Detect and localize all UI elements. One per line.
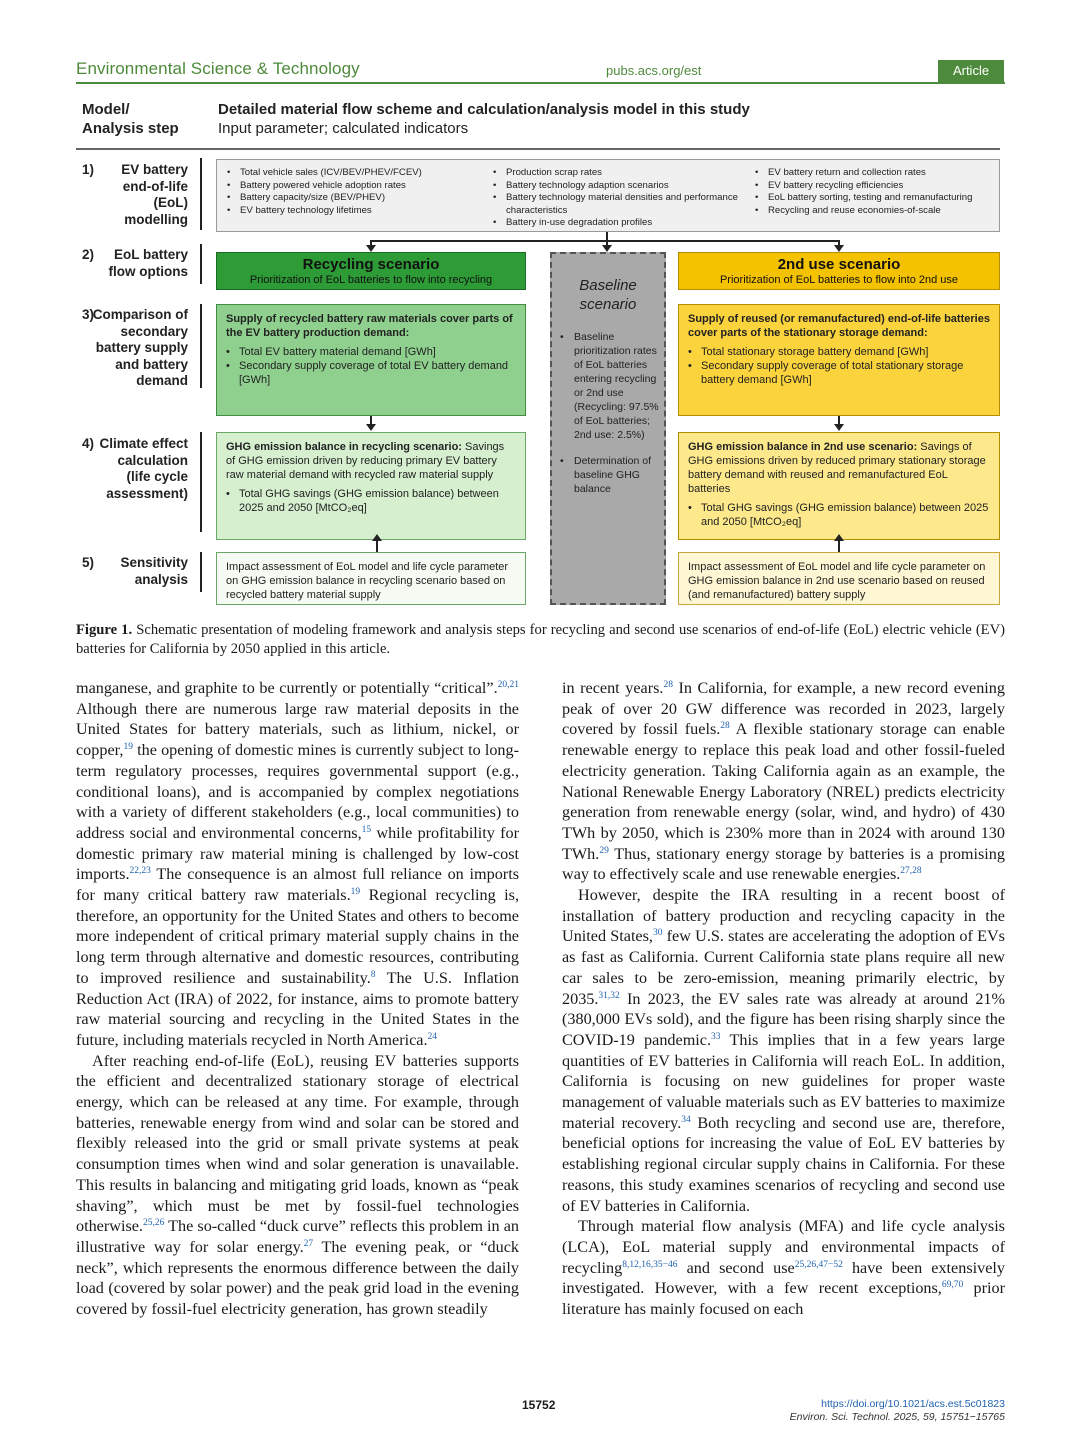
second-use-title: 2nd use scenario <box>777 256 901 273</box>
input-list-2 <box>493 167 738 230</box>
body-column-right <box>562 678 1005 1320</box>
connector-hline <box>370 240 840 242</box>
caption-label: Figure 1. <box>76 622 133 638</box>
reference-citation[interactable]: 69,70 <box>941 1280 964 1291</box>
step-3-label: Comparison of secondary battery supply and battery demand <box>92 307 188 388</box>
reference-citation[interactable]: 30 <box>652 928 663 939</box>
col-left-title-2: Analysis step <box>82 120 179 137</box>
recycling-ghg-head: GHG emission balance in recycling scenario: <box>226 441 462 453</box>
step-2-bracket <box>200 244 202 284</box>
step-2-label: EoL battery flow options <box>108 247 188 279</box>
recycling-supply-box <box>216 304 526 416</box>
journal-citation: Environ. Sci. Technol. 2025, 59, 15751−15765 <box>789 1411 1005 1423</box>
baseline-item: • Determination of baseline GHG balance <box>560 454 660 496</box>
second-use-ghg-head: GHG emission balance in 2nd use scenario: <box>688 441 918 453</box>
caption-text: Schematic presentation of modeling framework and analysis steps for recycling and second use scenarios of end-of-life (EoL) electric vehicle (EV) batteries for California by 2050 applied in this article. <box>76 622 1005 657</box>
arrow-to-recycling <box>370 240 372 246</box>
step-3-bracket <box>200 304 202 388</box>
second-use-supply-head: Supply of reused (or remanufactured) end-of-life batteries cover parts of the stationary storage demand: <box>688 313 990 339</box>
reference-citation[interactable]: 34 <box>681 1114 691 1125</box>
step-3-number: 3) <box>82 307 95 322</box>
figure-caption <box>76 621 1005 659</box>
step-1-bracket <box>200 158 202 230</box>
reference-citation[interactable]: 27 <box>303 1238 314 1249</box>
baseline-item: • Baseline prioritization rates of EoL batteries entering recycling or 2nd use (Recycling: 97.5% of EoL batteries; 2nd use: 2.5%) <box>560 330 660 442</box>
reference-citation[interactable]: 27,28 <box>900 866 922 877</box>
arrow-recycling-3-4 <box>370 416 372 425</box>
baseline-scenario-column <box>550 252 666 605</box>
body-column-left <box>76 678 519 1320</box>
input-item: • Battery technology adaption scenarios <box>493 180 738 193</box>
page-number: 15752 <box>522 1398 556 1412</box>
recycling-ghg-box <box>216 432 526 540</box>
reference-citation[interactable]: 15 <box>361 824 372 835</box>
recycling-supply-head: Supply of recycled battery raw materials cover parts of the EV battery production demand: <box>226 313 513 339</box>
reference-citation[interactable]: 28 <box>720 721 730 732</box>
step-4-number: 4) <box>82 436 95 451</box>
input-item: • EV battery return and collection rates <box>755 167 995 180</box>
step-1-label: EV battery end-of-life (EoL) modelling <box>121 162 188 227</box>
arrow-recycling-5-4 <box>376 540 378 552</box>
reference-citation[interactable]: 31,32 <box>598 990 620 1001</box>
paragraph: However, despite the IRA resulting in a recent boost of installation of battery production and recycling capacity in the United States,$^{30}$ few U.S. states are accelerating the adoption of EVs as fast as California. Current California state plans require all new car sales to be zero-emission, meaning primarily electric, by 2035.$^{31,32}$ In 2023, the EV sales rate was already at around 21% (380,000 EVs sold), and the figure has been rising sharply since the COVID-19 pandemic.$^{33}$ This implies that in a few years large quantities of EV batteries in California will reach EoL. In addition, California is focusing on new guidelines for proper waste management of valuable materials such as EV batteries to maximize material recovery.$^{34}$ Both recycling and second use are, therefore, beneficial options for increasing the value of EoL EV batteries by establishing regional circular supply chains in California. For these reasons, this study examines scenarios of recycling and second use of EV batteries in California. <box>562 886 1005 1215</box>
col-left-title-1: Model/ <box>82 101 130 118</box>
input-item: • Recycling and reuse economies-of-scale <box>755 205 995 218</box>
input-item: • EV battery technology lifetimes <box>227 205 482 218</box>
reference-citation[interactable]: 20,21 <box>497 680 519 690</box>
col-main-subtitle: Input parameter; calculated indicators <box>218 120 469 137</box>
second-use-ghg-box <box>678 432 1000 540</box>
input-item: • Battery powered vehicle adoption rates <box>227 180 482 193</box>
paragraph: Through material flow analysis (MFA) and life cycle analysis (LCA), EoL material supply and environmental impacts of recycling$^{8,12,16,35-46}$ and second use$^{25,26,47-52}$ have been extensively investigated. However, with a few recent exceptions,$^{69,70}$ prior literature has mainly focused on each <box>562 1217 1006 1319</box>
recycling-title: Recycling scenario <box>302 256 440 273</box>
paragraph: After reaching end-of-life (EoL), reusing EV batteries supports the efficient and decentralized stationary storage of electrical energy, which can be released at any time. For example, through batteries, renewable energy from wind and solar can be stored and flexibly released into the grid or small private systems at peak consumption times when wind and solar generation is unavailable. This results in balancing and mitigating grid loads, known as “peak shaving”, which must be met by fossil-fuel technologies otherwise.$^{25,26}$ The so-called “duck curve” reflects this problem in an illustrative way for solar energy.$^{27}$ The evening peak, or “duck neck”, which represents the enormous difference between the daily load (covered by solar power) and the peak grid load in the evening covered by fossil-fuel electricity generation, has grown steadily <box>76 1051 519 1319</box>
second-use-ghg-item: • Total GHG savings (GHG emission balance) between 2025 and 2050 [MtCO₂eq] <box>688 501 990 529</box>
recycling-supply-item: • Secondary supply coverage of total EV battery demand [GWh] <box>226 359 516 387</box>
input-item: • Battery capacity/size (BEV/PHEV) <box>227 192 482 205</box>
second-use-supply-item: • Total stationary storage battery demand [GWh] <box>688 345 990 359</box>
second-use-scenario-header <box>678 252 1000 290</box>
second-use-supply-box <box>678 304 1000 416</box>
col-main-title: Detailed material flow scheme and calculation/analysis model in this study <box>218 101 750 118</box>
paragraph: in recent years.$^{28}$ In California, for example, a new record evening peak of over 20 GW difference was recorded in 2023, largely covered by fossil fuels.$^{28}$ A flexible stationary storage can enable renewable energy to replace this peak load and other fossil-fueled electricity generation. Taking California again as an example, the National Renewable Energy Laboratory (NREL) predicts electricity generation from renewable energy (solar, wind, and hydro) of 430 TWh by 2050, which is 230% more than in 2024 with around 130 TWh.$^{29}$ Thus, stationary energy storage by batteries is a promising way to effectively scale and use renewable energies.$^{27,28}$ <box>562 679 1005 884</box>
reference-citation[interactable]: 25,26,47−52 <box>794 1259 843 1270</box>
doi-link[interactable]: https://doi.org/10.1021/acs.est.5c01823 <box>821 1398 1005 1410</box>
header-rule <box>76 82 1005 84</box>
second-use-supply-item: • Secondary supply coverage of total stationary storage battery demand [GWh] <box>688 359 990 387</box>
step-1-number: 1) <box>82 162 95 177</box>
article-badge: Article <box>938 60 1004 82</box>
journal-name: Environmental Science & Technology <box>76 59 360 78</box>
input-item: • Total vehicle sales (ICV/BEV/PHEV/FCEV) <box>227 167 482 180</box>
input-item: • Battery technology material densities and performance characteristics <box>493 192 738 217</box>
input-item: • Battery in-use degradation profiles <box>493 217 738 230</box>
second-use-subtitle: Prioritization of EoL batteries to flow into 2nd use <box>719 274 959 286</box>
step-2-number: 2) <box>82 247 95 262</box>
input-item: • EoL battery sorting, testing and remanufacturing <box>755 192 995 205</box>
arrow-second-use-3-4 <box>838 416 840 425</box>
input-parameters-box <box>216 159 1000 232</box>
input-item: • Production scrap rates <box>493 167 738 180</box>
figure-1 <box>76 92 1005 612</box>
reference-citation[interactable]: 8 <box>370 969 376 980</box>
reference-citation[interactable]: 29 <box>599 845 609 856</box>
second-use-ghg-text: Savings of GHG emissions driven by reduced primary stationary storage battery demand with reused and remanufactured EoL batteries <box>688 441 986 495</box>
reference-citation[interactable]: 25,26 <box>142 1218 165 1229</box>
step-5-number: 5) <box>82 555 95 570</box>
recycling-ghg-text: Savings of GHG emission driven by reducing primary EV battery raw material demand with recycled raw material supply <box>226 441 505 481</box>
reference-citation[interactable]: 24 <box>427 1031 438 1042</box>
recycling-subtitle: Prioritization of EoL batteries to flow into recycling <box>249 274 493 286</box>
input-list-1 <box>227 167 482 217</box>
baseline-title: Baseline scenario <box>579 277 637 313</box>
reference-citation[interactable]: 28 <box>663 680 673 690</box>
step-4-bracket <box>200 432 202 532</box>
recycling-ghg-item: • Total GHG savings (GHG emission balance) between 2025 and 2050 [MtCO₂eq] <box>226 487 516 515</box>
arrow-to-second-use <box>838 240 840 246</box>
second-use-sensitivity-box: Impact assessment of EoL model and life cycle parameter on GHG emission balance in 2nd use scenario based on reused (and remanufactured) battery supply <box>678 552 1000 605</box>
input-item: • EV battery recycling efficiencies <box>755 180 995 193</box>
reference-citation[interactable]: 33 <box>711 1031 721 1042</box>
recycling-supply-item: • Total EV battery material demand [GWh] <box>226 345 516 359</box>
arrow-second-use-5-4 <box>838 540 840 552</box>
reference-citation[interactable]: 19 <box>123 742 133 753</box>
arrow-to-baseline <box>606 240 608 246</box>
reference-citation[interactable]: 19 <box>350 887 361 898</box>
recycling-scenario-header <box>216 252 526 290</box>
recycling-sensitivity-box: Impact assessment of EoL model and life cycle parameter on GHG emission balance in recycling scenario based on recycled battery material supply <box>216 552 526 605</box>
step-5-bracket <box>200 552 202 592</box>
paragraph: manganese, and graphite to be currently or potentially “critical”.$^{20,21}$ Although there are numerous large raw material deposits in the United States for battery materials, such as lithium, nickel, or copper,$^{19}$ the opening of domestic mines is currently subject to long-term regulatory processes, requires governmental support (e.g., conditional loans), and is accompanied by complex negotiations with a variety of different stakeholders (e.g., local communities) to address social and environmental concerns,$^{15}$ while profitability for domestic primary raw material mining is challenged by low-cost imports.$^{22,23}$ The consequence is an almost full reliance on imports for many critical battery raw materials.$^{19}$ Regional recycling is, therefore, an opportunity for the United States and others to become more independent of critical primary material supply chains in the long term through alternative and domestic resources, contributing to improved resilience and sustainability.$^8$ The U.S. Inflation Reduction Act (IRA) of 2022, for instance, aims to promote battery raw material sourcing and recycling in the United States in the future, including materials recycled in North America.$^{24}$ <box>76 679 520 1049</box>
journal-site-link[interactable]: pubs.acs.org/est <box>606 63 702 78</box>
figure-top-rule <box>76 148 1000 150</box>
input-list-3 <box>755 167 995 217</box>
step-5-label: Sensitivity analysis <box>120 555 188 587</box>
step-4-label: Climate effect calculation (life cycle assessment) <box>99 436 188 501</box>
reference-citation[interactable]: 8,12,16,35−46 <box>622 1259 678 1270</box>
reference-citation[interactable]: 22,23 <box>129 866 151 877</box>
